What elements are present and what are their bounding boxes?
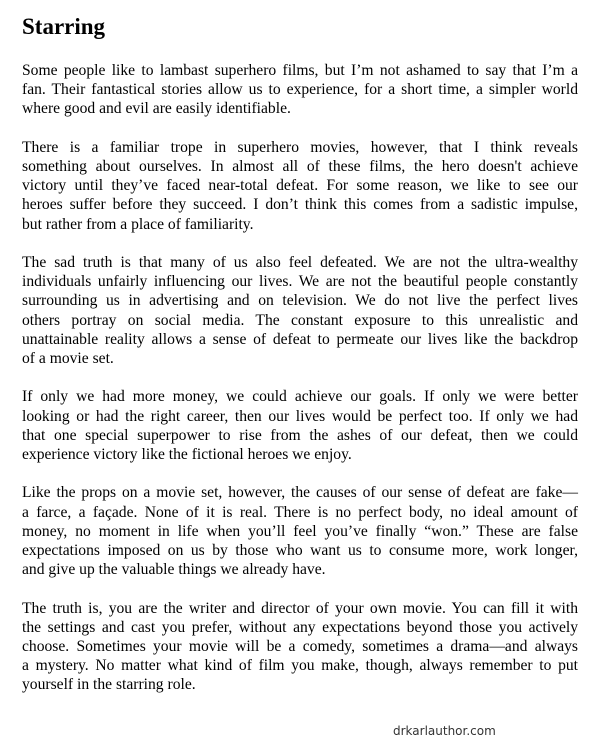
footer-website: drkarlauthor.com	[393, 724, 496, 738]
text-line: surrounding us in advertising and on television. We do not live the perfect lives	[22, 292, 578, 310]
paragraph	[22, 483, 578, 579]
paragraph	[22, 387, 578, 464]
text-line: and give up the valuable things we already have.	[22, 561, 326, 579]
text-line: a farce, a façade. None of it is real. There is no perfect body, no ideal amount of	[22, 503, 578, 521]
text-line: The sad truth is that many of us also feel defeated. We are not the ultra-wealthy	[22, 254, 578, 271]
article-body	[22, 61, 578, 714]
text-line: of a movie set.	[22, 350, 114, 368]
text-line: victory until they’ve faced near-total defeat. For some reason, we like to see our	[22, 177, 578, 195]
paragraph	[22, 253, 578, 368]
text-line: but rather from a place of familiarity.	[22, 215, 254, 233]
text-line: unattainable reality allows a sense of defeat to permeate our lives like the backdrop	[22, 330, 578, 348]
text-line: The truth is, you are the writer and director of your own movie. You can fill it with	[22, 599, 578, 617]
paragraph	[22, 61, 578, 119]
text-line: looking or had the right career, then our lives would be perfect too. If only we had	[22, 407, 578, 425]
text-line: Some people like to lambast superhero films, but I’m not ashamed to say that I’m a	[22, 62, 578, 79]
text-line: experience victory like the fictional heroes we enjoy.	[22, 446, 352, 464]
text-line: If only we had more money, we could achieve our goals. If only we were better	[22, 388, 578, 406]
text-line: heroes suffer before they succeed. I don’t think this comes from a sadistic impulse,	[22, 196, 578, 214]
text-line: expectations imposed on us by those who want us to consume more, work longer,	[22, 542, 578, 560]
text-line: Like the props on a movie set, however, the causes of our sense of defeat are fake—	[22, 484, 578, 502]
text-line: money, no moment in life when you’ll feel you’ve finally “won.” These are false	[22, 522, 578, 540]
text-line: There is a familiar trope in superhero movies, however, that I think reveals	[22, 138, 578, 156]
text-line: yourself in the starring role.	[22, 676, 196, 694]
page-title: Starring	[22, 14, 106, 39]
text-line: fan. Their fantastical stories allow us to experience, for a short time, a simpler world	[22, 81, 578, 99]
text-line: something about ourselves. In almost all of these films, the hero doesn't achieve	[22, 158, 578, 175]
text-line: individuals unfairly influencing our lives. We are not the beautiful people constantly	[22, 273, 578, 291]
text-line: a mystery. No matter what kind of film you make, though, always remember to put	[22, 657, 578, 675]
paragraph	[22, 138, 578, 234]
text-line: others portray on social media. The constant exposure to this unrealistic and	[22, 311, 578, 329]
text-line: the settings and cast you prefer, without any expectations beyond those you actively	[22, 618, 578, 636]
text-line: that one special superpower to rise from the ashes of our defeat, then we could	[22, 426, 578, 444]
text-line: where good and evil are easily identifiable.	[22, 100, 291, 118]
text-line: choose. Sometimes your movie will be a comedy, sometimes a drama—and always	[22, 638, 578, 656]
paragraph	[22, 599, 578, 695]
